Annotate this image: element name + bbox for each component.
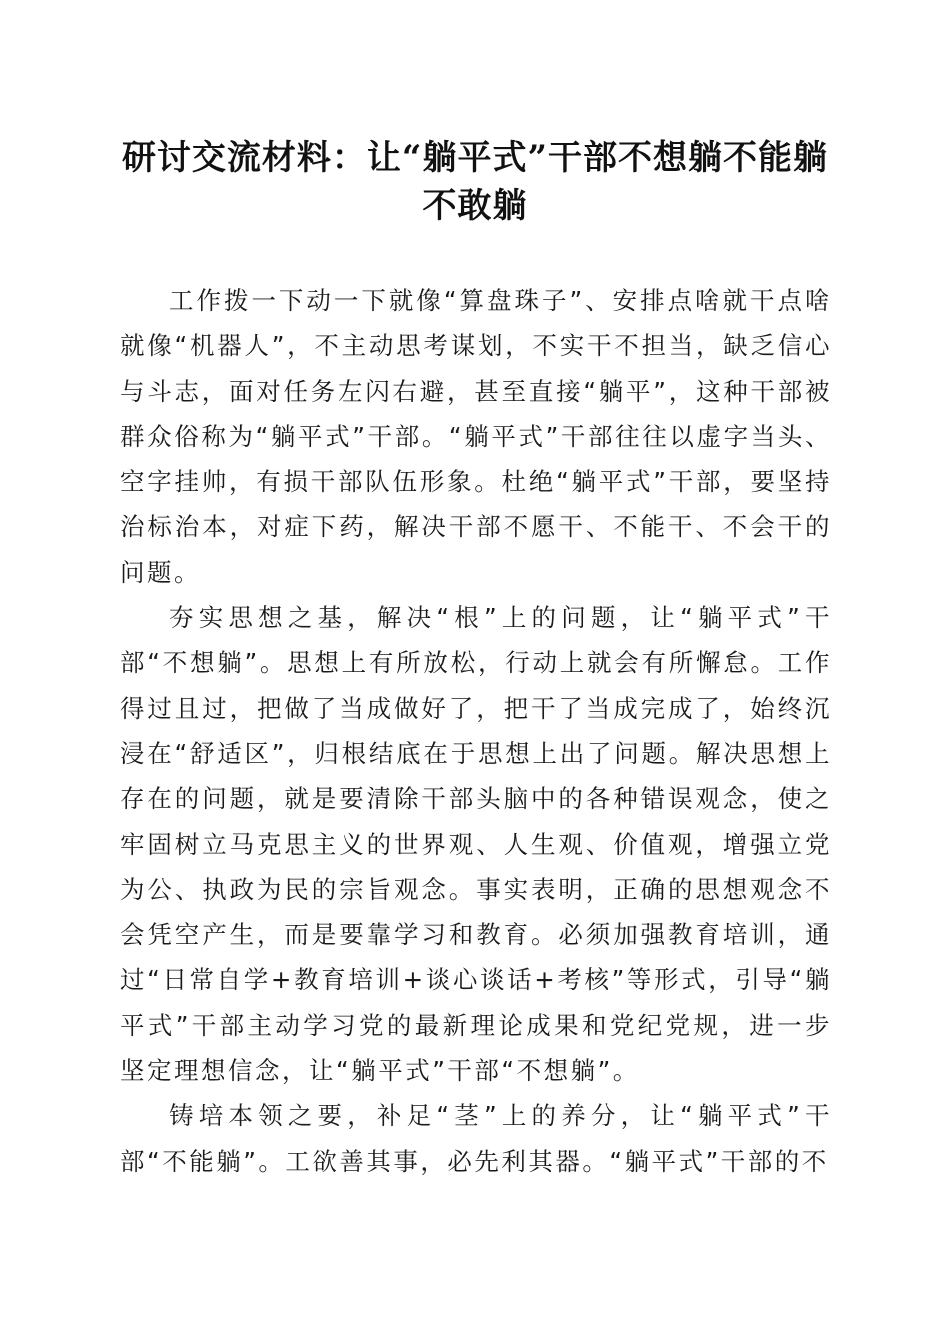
paragraph-intro: 工作拨一下动一下就像“算盘珠子”、安排点啥就干点啥就像“机器人”，不主动思考谋划，不实干不担当，缺乏信心与斗志，面对任务左闪右避，甚至直接“躺平”，这种干部被群众俗称为“躺平式”干部。“躺平式”干部往往以虚字当头、空字挂帅，有损干部队伍形象。杜绝“躺平式”干部，要坚持治标治本，对症下药，解决干部不愿干、不能干、不会干的问题。: [120, 286, 832, 587]
paragraph-not-want-to-lie-flat: 夯实思想之基，解决“根”上的问题，让“躺平式”干部“不想躺”。思想上有所放松，行动上就会有所懈怠。工作得过且过，把做了当成做好了，把干了当成完成了，始终沉浸在“舒适区”，归根结底在于思想上出了问题。解决思想上存在的问题，就是要清除干部头脑中的各种错误观念，使之牢固树立马克思主义的世界观、人生观、价值观，增强立党为公、执政为民的宗旨观念。事实表明，正确的思想观念不会凭空产生，而是要靠学习和教育。必须加强教育培训，通过“日常自学+教育培训+谈心谈话+考核”等形式，引导“躺平式”干部主动学习党的最新理论成果和党纪党规，进一步坚定理想信念，让“躺平式”干部“不想躺”。: [120, 603, 832, 1086]
document-body: [120, 278, 832, 1184]
paragraph-cannot-lie-flat: 铸培本领之要，补足“茎”上的养分，让“躺平式”干部“不能躺”。工欲善其事，必先利其器。“躺平式”干部的不: [120, 1101, 832, 1176]
document-title: 研讨交流材料：让“躺平式”干部不想躺不能躺不敢躺: [121, 138, 829, 226]
